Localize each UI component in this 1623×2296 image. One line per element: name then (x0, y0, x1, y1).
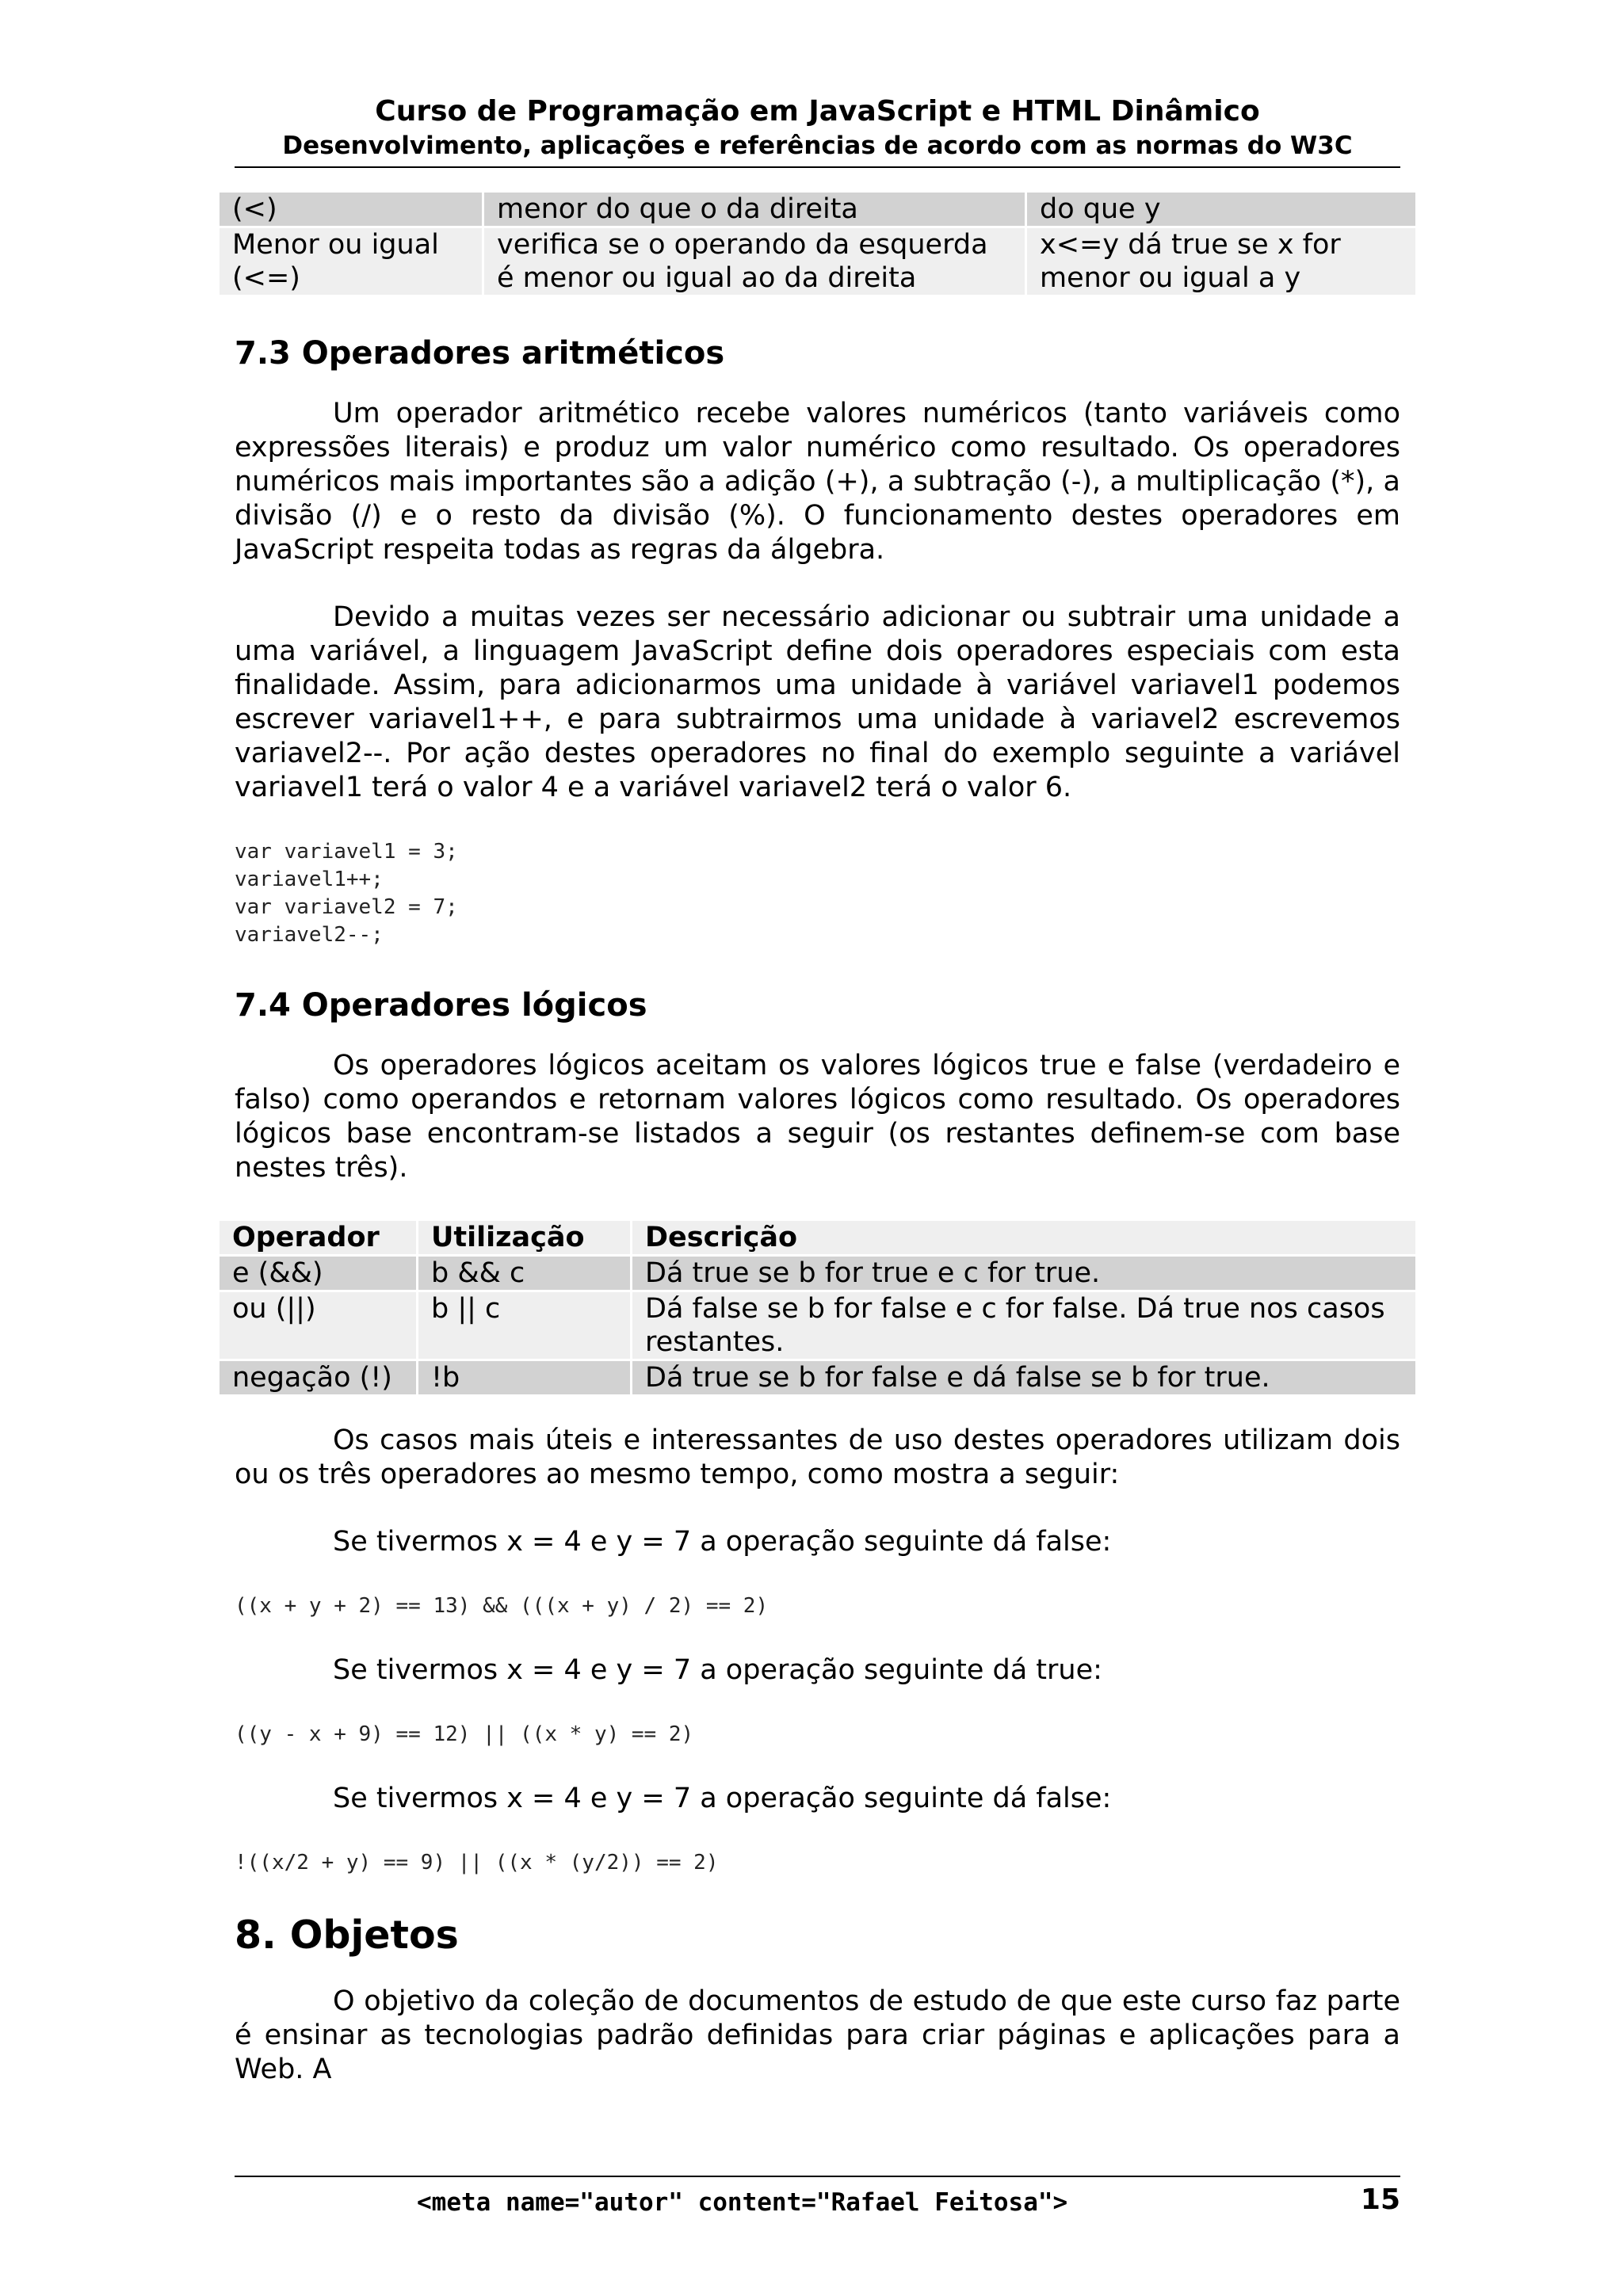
table-cell: Dá true se b for false e dá false se b for true. (632, 1361, 1415, 1394)
code-block: !((x/2 + y) == 9) || ((x * (y/2)) == 2) (235, 1851, 719, 1875)
table-cell: e (&&) (220, 1257, 416, 1290)
table-cell: x<=y dá true se x for menor ou igual a y (1027, 228, 1415, 295)
table-header-cell: Operador (220, 1221, 416, 1254)
page-footer (235, 2176, 1400, 2225)
section-heading-8: 8. Objetos (235, 1913, 459, 1958)
table-row (220, 1361, 1415, 1394)
table-cell: b || c (418, 1292, 630, 1359)
table-row (220, 1292, 1415, 1359)
table-row (220, 228, 1415, 295)
table-cell: Dá true se b for true e c for true. (632, 1257, 1415, 1290)
paragraph: O objetivo da coleção de documentos de estudo de que este curso faz parte é ensinar as tecnologias padrão definidas para criar páginas e aplicações para a Web. A (235, 1985, 1400, 2085)
comparison-operators-table (217, 190, 1418, 297)
header-subtitle: Desenvolvimento, aplicações e referências de acordo com as normas do W3C (282, 132, 1353, 160)
table-cell: ou (||) (220, 1292, 416, 1359)
table-cell: !b (418, 1361, 630, 1394)
table-header-cell: Utilização (418, 1221, 630, 1254)
footer-meta-tag: <meta name="autor" content="Rafael Feitosa"> (417, 2188, 1068, 2217)
paragraph: Se tivermos x = 4 e y = 7 a operação seguinte dá true: (333, 1654, 1102, 1686)
code-block: ((x + y + 2) == 13) && (((x + y) / 2) == 2) (235, 1594, 769, 1618)
logical-operators-table (217, 1219, 1418, 1397)
page-header (235, 93, 1400, 168)
table-header-cell: Descrição (632, 1221, 1415, 1254)
paragraph: Os operadores lógicos aceitam os valores lógicos true e false (verdadeiro e falso) como operandos e retornam valores lógicos como resultado. Os operadores lógicos base encontram-se listados a seguir (os restantes definem-se com base nestes três). (235, 1050, 1400, 1184)
section-heading-7-4: 7.4 Operadores lógicos (235, 987, 647, 1024)
table-cell: verifica se o operando da esquerda é menor ou igual ao da direita (484, 228, 1025, 295)
paragraph: Se tivermos x = 4 e y = 7 a operação seguinte dá false: (333, 1526, 1112, 1558)
table-cell: negação (!) (220, 1361, 416, 1394)
table-row (220, 193, 1415, 226)
paragraph: Os casos mais úteis e interessantes de uso destes operadores utilizam dois ou os três operadores ao mesmo tempo, como mostra a seguir: (235, 1425, 1400, 1490)
table-cell: Dá false se b for false e c for false. Dá true nos casos restantes. (632, 1292, 1415, 1359)
table-cell: (<) (220, 193, 482, 226)
table-cell: Menor ou igual (<=) (220, 228, 482, 295)
table-header-row (220, 1221, 1415, 1254)
table-cell: menor do que o da direita (484, 193, 1025, 226)
paragraph: Se tivermos x = 4 e y = 7 a operação seguinte dá false: (333, 1783, 1112, 1814)
paragraph: Devido a muitas vezes ser necessário adicionar ou subtrair uma unidade a uma variável, a linguagem JavaScript define dois operadores especiais com esta finalidade. Assim, para adicionarmos uma unidade à variável variavel1 podemos escrever variavel1++, e para subtrairmos uma unidade à variavel2 escrevemos variavel2--. Por ação destes operadores no final do exemplo seguinte a variável variavel1 terá o valor 4 e a variável variavel2 terá o valor 6. (235, 601, 1400, 803)
code-block: var variavel1 = 3; variavel1++; var variavel2 = 7; variavel2--; (235, 840, 458, 947)
code-block: ((y - x + 9) == 12) || ((x * y) == 2) (235, 1722, 694, 1746)
header-title: Curso de Programação em JavaScript e HTML Dinâmico (375, 95, 1260, 128)
table-cell: do que y (1027, 193, 1415, 226)
section-heading-7-3: 7.3 Operadores aritméticos (235, 335, 725, 372)
page-number: 15 (1360, 2183, 1400, 2216)
paragraph: Um operador aritmético recebe valores numéricos (tanto variáveis como expressões literais) e produz um valor numérico como resultado. Os operadores numéricos mais importantes são a adição (+), a subtração (-), a multiplicação (*), a divisão (/) e o resto da divisão (%). O funcionamento destes operadores em JavaScript respeita todas as regras da álgebra. (235, 398, 1400, 566)
document-page (232, 93, 1400, 2120)
table-cell: b && c (418, 1257, 630, 1290)
table-row (220, 1257, 1415, 1290)
